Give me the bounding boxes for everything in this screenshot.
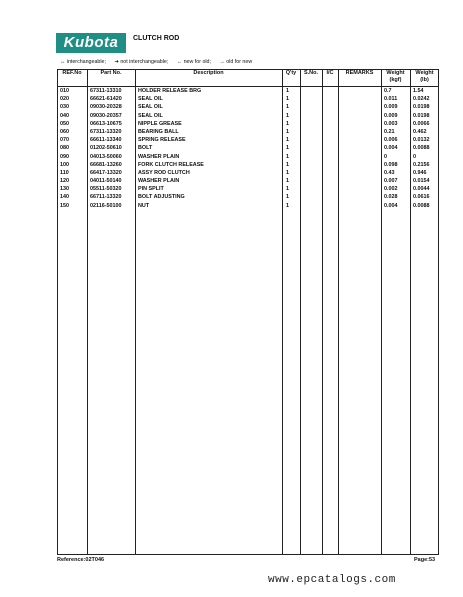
cell-part: 05511-50320	[90, 186, 122, 193]
cell-ref: 050	[60, 120, 69, 127]
cell-desc: SEAL OIL	[138, 96, 163, 103]
table-row	[0, 136, 463, 144]
cell-lb: 0.0066	[413, 120, 430, 127]
cell-part: 04013-50060	[90, 153, 122, 160]
cell-lb: 0.0132	[413, 137, 430, 144]
cell-kgf: 0.43	[384, 169, 395, 176]
cell-kgf: 0.004	[384, 145, 398, 152]
cell-desc: WASHER PLAIN	[138, 153, 180, 160]
cell-part: 67311-13320	[90, 128, 122, 135]
cell-qty: 1	[286, 194, 289, 201]
cell-lb: 0.2156	[413, 161, 430, 168]
table-row	[0, 87, 463, 95]
cell-qty: 1	[286, 120, 289, 127]
cell-qty: 1	[286, 96, 289, 103]
cell-part: 66417-13320	[90, 169, 122, 176]
column-header-ic: I/C	[326, 70, 334, 76]
cell-part: 66621-61420	[90, 96, 122, 103]
table-row	[0, 153, 463, 161]
cell-lb: 0.0088	[413, 202, 430, 209]
cell-desc: ASSY ROD CLUTCH	[138, 169, 190, 176]
cell-kgf: 0.004	[384, 202, 398, 209]
cell-lb: 0.462	[413, 128, 427, 135]
cell-ref: 020	[60, 96, 69, 103]
watermark-url: www.epcatalogs.com	[268, 574, 396, 586]
cell-qty: 1	[286, 202, 289, 209]
legend-interchangeable: ↔ interchangeable;	[60, 59, 106, 65]
table-row	[0, 120, 463, 128]
cell-kgf: 0.011	[384, 96, 398, 103]
cell-qty: 1	[286, 88, 289, 94]
cell-part: 66681-13260	[90, 161, 122, 168]
cell-part: 09030-20357	[90, 112, 122, 119]
cell-kgf: 0.006	[384, 137, 398, 144]
cell-desc: SEAL OIL	[138, 104, 163, 111]
cell-kgf: 0.7	[384, 88, 392, 94]
legend-old-for-new: → old for new	[219, 59, 253, 65]
cell-ref: 060	[60, 128, 69, 135]
cell-desc: NUT	[138, 202, 150, 209]
cell-qty: 1	[286, 145, 289, 152]
column-header-sno: S.No.	[303, 70, 319, 76]
cell-desc: NIPPLE GREASE	[138, 120, 182, 127]
page-number: Page:53	[414, 557, 436, 563]
cell-lb: 0.0154	[413, 178, 430, 185]
cell-qty: 1	[286, 112, 289, 119]
cell-part: 09030-20328	[90, 104, 122, 111]
cell-qty: 1	[286, 186, 289, 193]
column-header-weight-lb: Weight (lb)	[415, 70, 434, 83]
cell-lb: 0.0242	[413, 96, 430, 103]
table-row	[0, 95, 463, 103]
cell-lb: 0	[413, 153, 416, 160]
cell-ref: 120	[60, 178, 69, 185]
table-row	[0, 169, 463, 177]
cell-part: 04011-50140	[90, 178, 122, 185]
cell-part: 66611-13340	[90, 137, 122, 144]
cell-ref: 090	[60, 153, 69, 160]
cell-kgf: 0.21	[384, 128, 395, 135]
cell-lb: 0.0044	[413, 186, 430, 193]
table-row	[0, 177, 463, 185]
cell-qty: 1	[286, 169, 289, 176]
cell-part: 02116-50100	[90, 202, 122, 209]
column-header-ref: REF.No	[62, 70, 82, 76]
cell-kgf: 0.009	[384, 112, 398, 119]
table-row	[0, 103, 463, 111]
cell-ref: 030	[60, 104, 69, 111]
cell-kgf: 0.028	[384, 194, 398, 201]
cell-kgf: 0.098	[384, 161, 398, 168]
cell-desc: BOLT ADJUSTING	[138, 194, 185, 201]
kubota-logo: Kubota	[56, 33, 126, 53]
cell-ref: 100	[60, 161, 69, 168]
cell-kgf: 0	[384, 153, 387, 160]
column-header-weight-kgf: Weight (kgf)	[386, 70, 405, 83]
column-header-remarks: REMARKS	[345, 70, 374, 76]
table-row	[0, 144, 463, 152]
cell-desc: WASHER PLAIN	[138, 178, 180, 185]
cell-part: 66711-13320	[90, 194, 122, 201]
cell-qty: 1	[286, 161, 289, 168]
table-row	[0, 202, 463, 210]
cell-qty: 1	[286, 128, 289, 135]
cell-qty: 1	[286, 178, 289, 185]
cell-ref: 130	[60, 186, 69, 193]
cell-lb: 0.0088	[413, 145, 430, 152]
cell-lb: 0.0198	[413, 112, 430, 119]
cell-kgf: 0.009	[384, 104, 398, 111]
cell-desc: BOLT	[138, 145, 153, 152]
table-row	[0, 185, 463, 193]
interchange-legend	[60, 59, 259, 65]
cell-lb: 0.946	[413, 169, 427, 176]
cell-desc: BEARING BALL	[138, 128, 179, 135]
cell-kgf: 0.003	[384, 120, 398, 127]
cell-ref: 010	[60, 88, 69, 94]
table-row	[0, 112, 463, 120]
table-row	[0, 128, 463, 136]
cell-ref: 110	[60, 169, 69, 176]
cell-ref: 140	[60, 194, 69, 201]
cell-ref: 150	[60, 202, 69, 209]
cell-kgf: 0.002	[384, 186, 398, 193]
legend-not-interchangeable: ➜ not interchangeable;	[114, 59, 169, 65]
table-row	[0, 193, 463, 201]
legend-new-for-old: ← new for old;	[176, 59, 211, 65]
cell-desc: SPRING RELEASE	[138, 137, 186, 144]
cell-qty: 1	[286, 137, 289, 144]
column-header-part: Part No.	[100, 70, 122, 76]
table-row	[0, 161, 463, 169]
cell-desc: HOLDER RELEASE BRG	[138, 88, 202, 94]
cell-desc: PIN SPLIT	[138, 186, 164, 193]
cell-qty: 1	[286, 104, 289, 111]
cell-part: 01202-50610	[90, 145, 122, 152]
reference-label: Reference:02T046	[57, 557, 105, 563]
cell-ref: 080	[60, 145, 69, 152]
cell-qty: 1	[286, 153, 289, 160]
column-header-description: Description	[193, 70, 224, 76]
cell-desc: SEAL OIL	[138, 112, 163, 119]
cell-kgf: 0.007	[384, 178, 398, 185]
cell-lb: 0.0616	[413, 194, 430, 201]
cell-ref: 040	[60, 112, 69, 119]
cell-part: 06613-10675	[90, 120, 122, 127]
column-header-qty: Q'ty	[285, 70, 297, 76]
cell-part: 67311-13310	[90, 88, 122, 94]
cell-lb: 1.54	[413, 88, 424, 94]
cell-desc: FORK CLUTCH RELEASE	[138, 161, 204, 168]
parts-table-body	[0, 87, 463, 210]
cell-lb: 0.0198	[413, 104, 430, 111]
cell-ref: 070	[60, 137, 69, 144]
page-title: CLUTCH ROD	[133, 35, 180, 42]
